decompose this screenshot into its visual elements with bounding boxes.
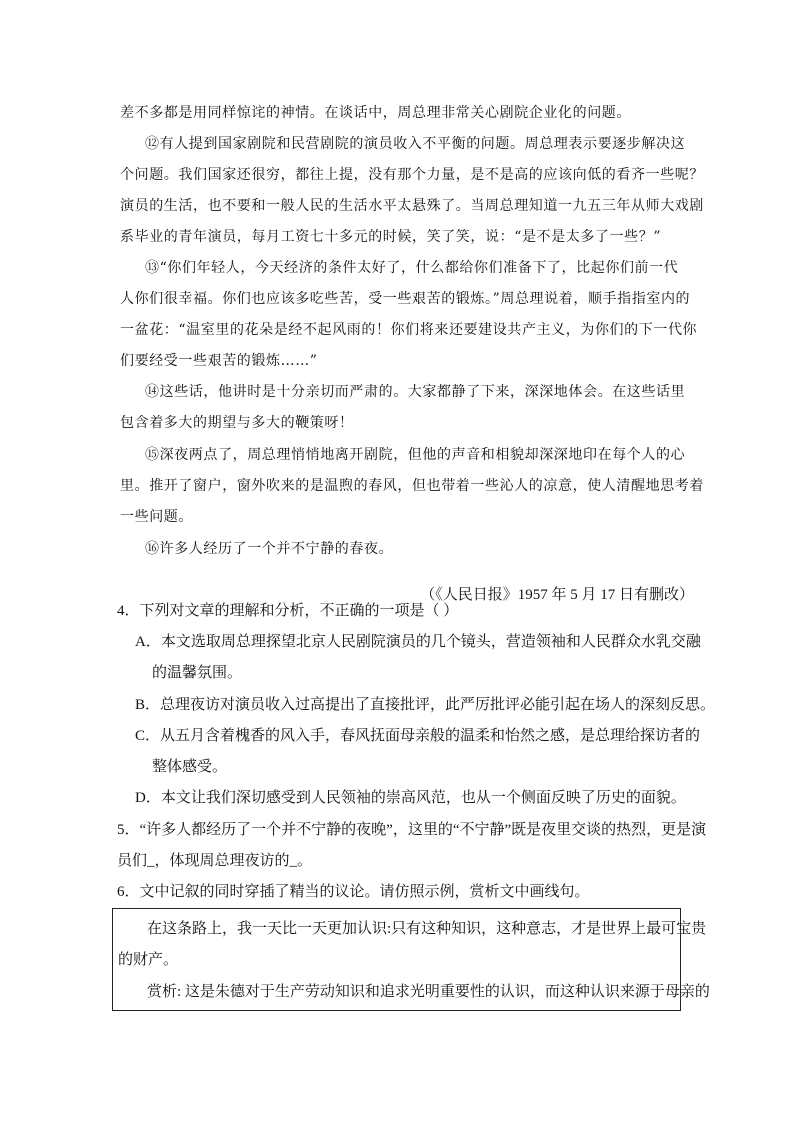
passage-line: 一些问题。 xyxy=(120,509,193,525)
passage-line: ⑯许多人经历了一个并不宁静的春夜。 xyxy=(145,541,394,557)
question-4-option-b: B．总理夜访对演员收入过高提出了直接批评，此严厉批评必能引起在场人的深刻反思。 xyxy=(135,697,716,713)
passage-line: ⑭这些话，他讲时是十分亲切而严肃的。大家都静了下来，深深地体会。在这些话里 xyxy=(145,384,686,400)
passage-line: 个问题。我们国家还很穷，都往上提，没有那个力量，是不是高的应该向低的看齐一些呢？ xyxy=(120,167,704,183)
passage-line: ⑫有人提到国家剧院和民营剧院的演员收入不平衡的问题。周总理表示要逐步解决这 xyxy=(145,136,686,152)
example-line: 在这条路上，我一天比一天更加认识:只有这种知识，这种意志，才是世界上最可宝贵 xyxy=(147,921,707,937)
passage-line: 包含着多大的期望与多大的鞭策呀！ xyxy=(120,415,354,431)
passage-line: 系毕业的青年演员，每月工资七十多元的时候，笑了笑，说：“是不是太多了一些？” xyxy=(120,229,662,245)
question-4-option-c-cont: 整体感受。 xyxy=(152,759,228,775)
question-4-option-c: C．从五月含着槐香的风入手，春风抚面母亲般的温柔和怡然之感，是总理给探访者的 xyxy=(135,728,701,744)
example-box xyxy=(112,908,710,1011)
example-analysis: 赏析: 这是朱德对于生产劳动知识和追求光明重要性的认识，而这种认识来源于母亲的 xyxy=(147,984,710,1000)
passage-line: 差不多都是用同样惊诧的神情。在谈话中，周总理非常关心剧院企业化的问题。 xyxy=(120,105,631,121)
question-4-option-d: D．本文让我们深切感受到人民领袖的崇高风范，也从一个侧面反映了历史的面貌。 xyxy=(135,790,686,806)
question-4-option-a-cont: 的温馨氛围。 xyxy=(152,665,243,681)
passage-line: ⑬“你们年轻人，今天经济的条件太好了，什么都给你们准备下了，比起你们前一代 xyxy=(145,260,679,276)
question-4-option-a: A．本文选取周总理探望北京人民剧院演员的几个镜头，营造领袖和人民群众水乳交融 xyxy=(135,634,701,650)
passage-line: 们要经受一些艰苦的锻炼……” xyxy=(120,353,318,369)
passage-line: ⑮深夜两点了，周总理悄悄地离开剧院，但他的声音和相貌却深深地印在每个人的心 xyxy=(145,447,686,463)
passage-source: （《人民日报》1957 年 5 月 17 日有删改） xyxy=(420,587,694,603)
passage-line: 人你们很幸福。你们也应该多吃些苦，受一些艰苦的锻炼。”周总理说着，顺手指指室内的 xyxy=(120,291,691,307)
question-4-stem: 4．下列对文章的理解和分析，不正确的一项是（ ） xyxy=(117,603,459,619)
example-line: 的财产。 xyxy=(118,952,179,968)
passage-line: 一盆花：“温室里的花朵是经不起风雨的！你们将来还要建设共产主义，为你们的下一代你 xyxy=(120,322,698,338)
passage-line: 里。推开了窗户，窗外吹来的是温煦的春风，但也带着一些沁人的凉意，使人清醒地思考着 xyxy=(120,478,704,494)
passage-line: 演员的生活，也不要和一般人民的生活水平太悬殊了。当周总理知道一九五三年从师大戏剧 xyxy=(120,198,704,214)
question-6-stem: 6．文中记叙的同时穿插了精当的议论。请仿照示例，赏析文中画线句。 xyxy=(117,884,590,900)
question-5-stem: 5．“许多人都经历了一个并不宁静的夜晚”，这里的“不宁静”既是夜里交谈的热烈，更是演 xyxy=(117,822,707,838)
question-5-stem-cont: 员们_，体现周总理夜访的_。 xyxy=(117,853,313,869)
